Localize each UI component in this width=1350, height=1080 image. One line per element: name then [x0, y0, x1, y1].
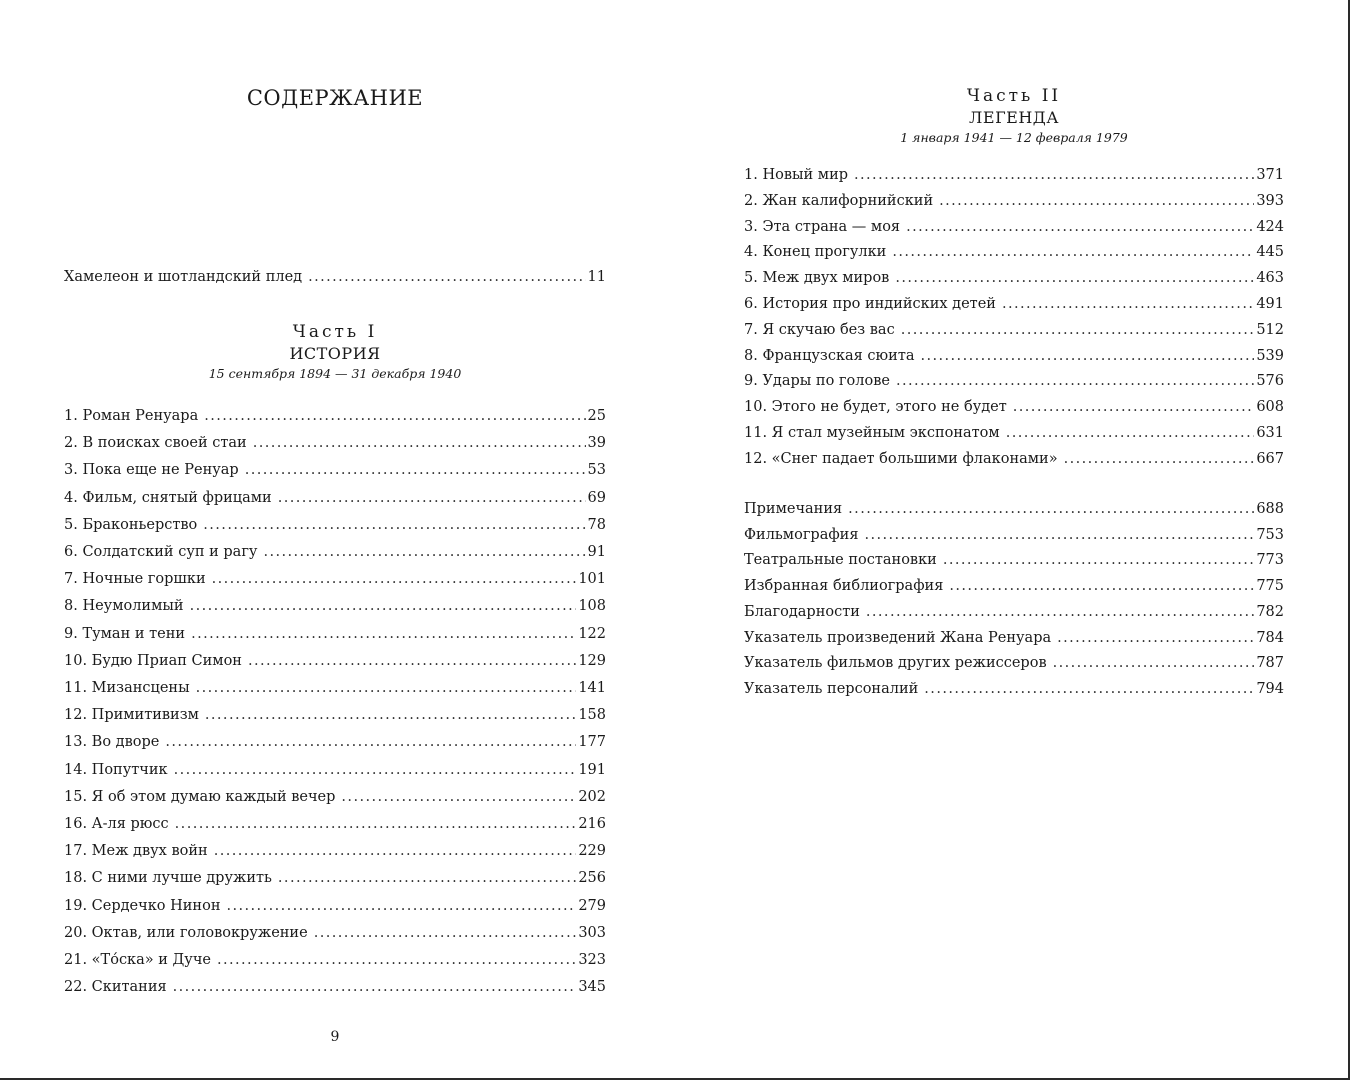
- toc-entry-title: Указатель фильмов других режиссеров: [744, 655, 1047, 672]
- toc-entry-chapter[interactable]: [64, 842, 606, 860]
- toc-entry-page: 371: [1256, 167, 1284, 183]
- toc-entry-chapter[interactable]: [744, 243, 1284, 261]
- toc-entry-chapter[interactable]: [64, 543, 606, 561]
- toc-entry-page: 424: [1256, 218, 1284, 235]
- dot-leader: [212, 570, 577, 588]
- toc-entry-page: 345: [578, 979, 606, 996]
- toc-entry-chapter[interactable]: [744, 424, 1284, 442]
- dot-leader: [205, 706, 576, 724]
- toc-entry-title: 11. Мизансцены: [64, 680, 190, 696]
- toc-entry-chapter[interactable]: [64, 869, 606, 887]
- toc-entry-title: Театральные постановки: [744, 552, 937, 569]
- dot-leader: [1053, 654, 1255, 672]
- toc-entry-page: 576: [1256, 373, 1284, 390]
- toc-entry-title: 6. Солдатский суп и рагу: [64, 544, 258, 560]
- toc-entry-page: 229: [578, 843, 606, 860]
- toc-entry-appendix[interactable]: [744, 577, 1284, 595]
- toc-entry-appendix[interactable]: [744, 680, 1284, 698]
- dot-leader: [165, 733, 576, 751]
- part-label: Часть II: [966, 86, 1062, 106]
- toc-entry-page: 784: [1256, 629, 1284, 646]
- toc-entry-title: 17. Меж двух войн: [64, 843, 208, 860]
- toc-entry-title: 10. Этого не будет, этого не будет: [744, 399, 1007, 416]
- dot-leader: [191, 625, 576, 643]
- dot-leader: [278, 869, 576, 887]
- toc-entry-page: 108: [578, 598, 606, 615]
- contents-title: СОДЕРЖАНИЕ: [246, 86, 424, 110]
- dot-leader: [1064, 450, 1255, 468]
- dot-leader: [895, 269, 1254, 287]
- toc-entry-title: 18. С ними лучше дружить: [64, 870, 272, 887]
- toc-entry-title: 3. Эта страна — моя: [744, 218, 901, 235]
- toc-entry-title: 8. Французская сюита: [744, 347, 915, 364]
- toc-entry-title: 1. Новый мир: [744, 167, 849, 183]
- toc-entry-chapter[interactable]: [64, 733, 606, 751]
- toc-entry-title: 11. Я стал музейным экспонатом: [744, 425, 1000, 441]
- toc-entry-page: 688: [1256, 501, 1284, 517]
- toc-entry-chapter[interactable]: [744, 398, 1284, 416]
- toc-entry-page: 787: [1256, 655, 1284, 672]
- dot-leader: [190, 597, 577, 615]
- toc-entry-chapter[interactable]: [64, 625, 606, 643]
- toc-entry-chapter[interactable]: [64, 407, 606, 425]
- toc-entry-title: 2. Жан калифорнийский: [744, 192, 934, 209]
- toc-entry-chapter[interactable]: [744, 269, 1284, 287]
- toc-entry-title: 5. Меж двух миров: [744, 270, 890, 287]
- dot-leader: [892, 243, 1254, 261]
- toc-entry-chapter[interactable]: [64, 815, 606, 833]
- right-page: [744, 0, 1284, 1080]
- toc-entry-chapter[interactable]: [64, 652, 606, 670]
- toc-entry-title: 16. А-ля рюсс: [64, 816, 169, 832]
- dot-leader: [865, 526, 1255, 544]
- dot-leader: [848, 500, 1254, 518]
- left-page: [64, 0, 606, 1080]
- toc-entry-title: Указатель произведений Жана Ренуара: [744, 629, 1052, 646]
- part-two-heading: [744, 86, 1284, 145]
- dot-leader: [248, 652, 576, 670]
- toc-entry-chapter[interactable]: [64, 706, 606, 724]
- toc-entry-chapter[interactable]: [64, 788, 606, 806]
- dot-leader: [175, 815, 577, 833]
- page-number: 9: [330, 1029, 340, 1045]
- toc-entry-title: 19. Сердечко Нинон: [64, 897, 221, 914]
- dot-leader: [253, 434, 586, 452]
- toc-entry-title: 1. Роман Ренуара: [64, 408, 199, 424]
- toc-entry-page: 158: [578, 707, 606, 724]
- toc-entry-page: 463: [1256, 270, 1284, 287]
- toc-entry-chapter[interactable]: [64, 897, 606, 915]
- toc-entry-title: 4. Конец прогулки: [744, 244, 887, 261]
- toc-entry-chapter[interactable]: [64, 978, 606, 996]
- toc-entry-page: 753: [1256, 526, 1284, 543]
- dot-leader: [901, 321, 1255, 339]
- toc-entry-appendix[interactable]: [744, 500, 1284, 518]
- dot-leader: [943, 551, 1255, 569]
- toc-entry-page: 512: [1256, 321, 1284, 338]
- dot-leader: [214, 842, 577, 860]
- dot-leader: [203, 516, 585, 534]
- dot-leader: [341, 788, 576, 806]
- dot-leader: [314, 924, 577, 942]
- toc-entry-page: 303: [578, 924, 606, 941]
- toc-entry-page: 78: [587, 516, 606, 533]
- part-dates: 15 сентября 1894 — 31 декабря 1940: [208, 366, 462, 381]
- toc-entry-intro[interactable]: [64, 268, 606, 286]
- dot-leader: [308, 268, 585, 286]
- toc-entry-title: 14. Попутчик: [64, 761, 168, 778]
- toc-entry-page: 631: [1256, 425, 1284, 441]
- toc-entry-page: 256: [578, 870, 606, 887]
- toc-entry-page: 69: [587, 489, 606, 506]
- toc-entry-title: Избранная библиография: [744, 578, 944, 595]
- toc-entry-chapter[interactable]: [744, 295, 1284, 313]
- toc-entry-page: 141: [578, 680, 606, 696]
- toc-entry-page: 53: [587, 462, 606, 479]
- dot-leader: [174, 761, 577, 779]
- dot-leader: [173, 978, 577, 996]
- dot-leader: [921, 347, 1255, 365]
- toc-entry-appendix[interactable]: [744, 654, 1284, 672]
- toc-entry-chapter[interactable]: [744, 372, 1284, 390]
- dot-leader: [939, 192, 1254, 210]
- toc-entry-title: 22. Скитания: [64, 979, 167, 996]
- toc-entry-title: 9. Удары по голове: [744, 373, 890, 390]
- dot-leader: [949, 577, 1254, 595]
- toc-entry-title: 4. Фильм, снятый фрицами: [64, 489, 272, 506]
- dot-leader: [1013, 398, 1255, 416]
- toc-entry-chapter[interactable]: [744, 321, 1284, 339]
- toc-entry-page: 191: [578, 761, 606, 778]
- dot-leader: [1002, 295, 1254, 313]
- dot-leader: [227, 897, 577, 915]
- toc-entry-page: 782: [1256, 603, 1284, 620]
- toc-entry-chapter[interactable]: [64, 570, 606, 588]
- toc-entry-page: 39: [587, 435, 606, 452]
- dot-leader: [204, 407, 585, 425]
- toc-entry-chapter[interactable]: [64, 597, 606, 615]
- toc-entry-page: 122: [578, 625, 606, 642]
- toc-entry-page: 129: [578, 652, 606, 669]
- toc-entry-title: Хамелеон и шотландский плед: [64, 269, 303, 285]
- toc-entry-chapter[interactable]: [64, 489, 606, 507]
- toc-entry-chapter[interactable]: [744, 347, 1284, 365]
- toc-entry-title: Фильмография: [744, 526, 859, 543]
- toc-entry-title: 5. Браконьерство: [64, 516, 198, 533]
- dot-leader: [217, 951, 576, 969]
- toc-entry-title: 9. Туман и тени: [64, 625, 186, 642]
- dot-leader: [278, 489, 586, 507]
- dot-leader: [263, 543, 585, 561]
- dot-leader: [924, 680, 1254, 698]
- toc-entry-page: 25: [587, 408, 606, 424]
- toc-entry-page: 216: [578, 816, 606, 832]
- toc-entry-page: 667: [1256, 450, 1284, 467]
- part-name: ИСТОРИЯ: [289, 344, 381, 363]
- toc-entry-page: 11: [587, 269, 606, 285]
- toc-entry-chapter[interactable]: [744, 218, 1284, 236]
- toc-entry-title: 8. Неумолимый: [64, 598, 184, 615]
- toc-entry-page: 794: [1256, 680, 1284, 697]
- toc-entry-title: Примечания: [744, 501, 843, 517]
- dot-leader: [1057, 629, 1254, 647]
- toc-entry-page: 101: [578, 571, 606, 588]
- dot-leader: [1006, 424, 1255, 442]
- toc-entry-title: 7. Я скучаю без вас: [744, 321, 895, 338]
- toc-entry-chapter[interactable]: [64, 434, 606, 452]
- toc-entry-title: 7. Ночные горшки: [64, 571, 206, 588]
- toc-entry-title: 13. Во дворе: [64, 734, 160, 751]
- toc-entry-chapter[interactable]: [64, 924, 606, 942]
- toc-entry-title: 20. Октав, или головокружение: [64, 924, 308, 941]
- toc-entry-page: 445: [1256, 244, 1284, 261]
- part-label: Часть I: [292, 322, 378, 342]
- dot-leader: [866, 603, 1254, 621]
- toc-entry-chapter[interactable]: [744, 450, 1284, 468]
- toc-entry-page: 773: [1256, 552, 1284, 569]
- toc-entry-title: Указатель персоналий: [744, 680, 919, 697]
- toc-entry-chapter[interactable]: [64, 951, 606, 969]
- toc-entry-title: 6. История про индийских детей: [744, 296, 996, 312]
- toc-entry-title: 21. «То́ска» и Дуче: [64, 952, 212, 968]
- part-dates: 1 января 1941 — 12 февраля 1979: [900, 130, 1128, 145]
- toc-entry-title: 12. Примитивизм: [64, 707, 199, 724]
- toc-entry-page: 491: [1256, 296, 1284, 312]
- toc-entry-appendix[interactable]: [744, 629, 1284, 647]
- toc-entry-chapter[interactable]: [64, 461, 606, 479]
- toc-entry-chapter[interactable]: [64, 679, 606, 697]
- part-name: ЛЕГЕНДА: [969, 108, 1059, 127]
- dot-leader: [245, 461, 586, 479]
- toc-entry-page: 279: [578, 897, 606, 914]
- toc-entry-page: 608: [1256, 399, 1284, 416]
- toc-entry-page: 539: [1256, 347, 1284, 364]
- toc-entry-chapter[interactable]: [64, 761, 606, 779]
- toc-entry-title: 3. Пока еще не Ренуар: [64, 462, 239, 479]
- toc-entry-appendix[interactable]: [744, 603, 1284, 621]
- toc-entry-title: 2. В поисках своей стаи: [64, 435, 247, 452]
- toc-entry-page: 775: [1256, 578, 1284, 595]
- toc-entry-title: 15. Я об этом думаю каждый вечер: [64, 788, 336, 805]
- toc-entry-appendix[interactable]: [744, 526, 1284, 544]
- toc-entry-title: Благодарности: [744, 603, 860, 620]
- toc-entry-page: 91: [587, 544, 606, 560]
- toc-entry-chapter[interactable]: [744, 192, 1284, 210]
- dot-leader: [896, 372, 1254, 390]
- toc-entry-appendix[interactable]: [744, 551, 1284, 569]
- toc-entry-title: 12. «Снег падает большими флаконами»: [744, 450, 1058, 467]
- toc-entry-page: 177: [578, 734, 606, 751]
- toc-entry-page: 393: [1256, 192, 1284, 209]
- dot-leader: [196, 679, 577, 697]
- toc-entry-chapter[interactable]: [744, 166, 1284, 184]
- part-one-heading: [64, 322, 606, 381]
- toc-entry-page: 323: [578, 952, 606, 968]
- toc-entry-title: 10. Будю Приап Симон: [64, 652, 242, 669]
- dot-leader: [906, 218, 1254, 236]
- toc-entry-page: 202: [578, 788, 606, 805]
- dot-leader: [854, 166, 1254, 184]
- toc-entry-chapter[interactable]: [64, 516, 606, 534]
